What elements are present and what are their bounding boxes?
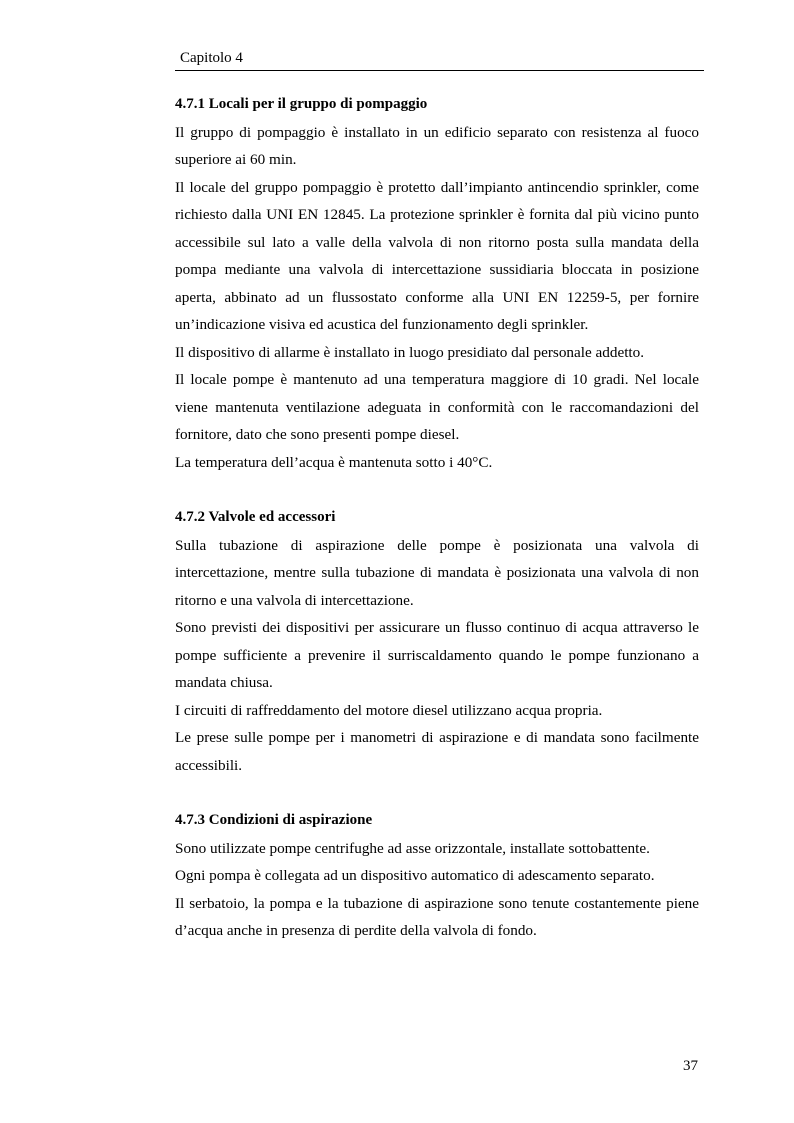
paragraph: Il gruppo di pompaggio è installato in un edificio separato con resistenza al fuoco superiore ai 60 min. (175, 123, 699, 168)
section-heading: 4.7.2 Valvole ed accessori (175, 509, 336, 525)
paragraph: Sono utilizzate pompe centrifughe ad asse orizzontale, installate sottobattente. (175, 839, 650, 857)
paragraph: I circuiti di raffreddamento del motore diesel utilizzano acqua propria. (175, 701, 603, 719)
paragraph: Sulla tubazione di aspirazione delle pompe è posizionata una valvola di intercettazione, mentre sulla tubazione di mandata è posizionata una valvola di non ritorno e una valvola di intercettazione. (175, 536, 699, 609)
paragraph: Sono previsti dei dispositivi per assicurare un flusso continuo di acqua attraverso le pompe sufficiente a prevenire il surriscaldamento quando le pompe funzionano a mandata chiusa. (175, 619, 699, 691)
page-body (175, 91, 699, 973)
section-heading: 4.7.3 Condizioni di aspirazione (175, 812, 373, 828)
paragraph: Le prese sulle pompe per i manometri di aspirazione e di mandata sono facilmente accessibili. (175, 729, 699, 774)
paragraph: Il serbatoio, la pompa e la tubazione di aspirazione sono tenute costantemente piene d’acqua anche in presenza di perdite della valvola di fondo. (175, 894, 699, 939)
section-locali-gruppo-pompaggio (175, 91, 699, 476)
chapter-title: Capitolo 4 (180, 50, 243, 66)
section-heading: 4.7.1 Locali per il gruppo di pompaggio (175, 96, 428, 112)
section-condizioni-aspirazione (175, 807, 699, 945)
paragraph: La temperatura dell’acqua è mantenuta sotto i 40°C. (175, 453, 493, 471)
paragraph: Il locale pompe è mantenuto ad una temperatura maggiore di 10 gradi. Nel locale viene mantenuta ventilazione adeguata in conformità con le raccomandazioni del fornitore, dato che sono presenti pompe diesel. (175, 371, 699, 443)
paragraph: Il locale del gruppo pompaggio è protetto dall’impianto antincendio sprinkler, come richiesto dalla UNI EN 12845. La protezione sprinkler è fornita dal più vicino punto accessibile sul lato a valle della valvola di non ritorno posta sulla mandata della pompa mediante una valvola di intercettazione sussidiaria bloccata in posizione aperta, abbinato ad un flussostato conforme alla UNI EN 12259-5, per fornire un’indicazione visiva ed acustica del funzionamento degli sprinkler. (175, 178, 699, 333)
section-valvole-accessori (175, 504, 699, 779)
paragraph: Il dispositivo di allarme è installato in luogo presidiato dal personale addetto. (175, 343, 645, 361)
page-number: 37 (683, 1058, 698, 1074)
paragraph: Ogni pompa è collegata ad un dispositivo automatico di adescamento separato. (175, 867, 655, 884)
page-header (175, 46, 704, 71)
